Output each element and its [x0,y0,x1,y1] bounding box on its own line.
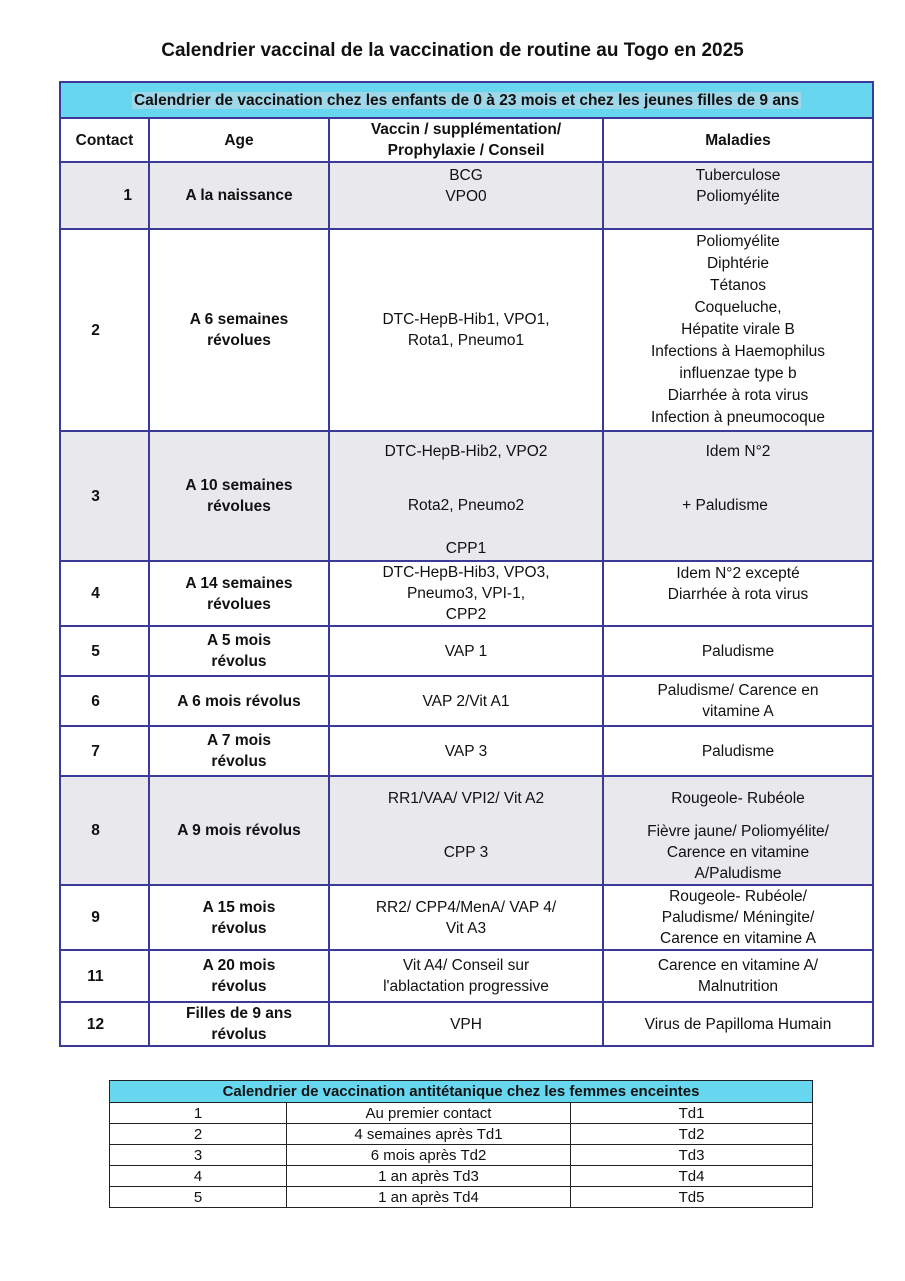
table-row [110,1187,813,1208]
vaccin-line: Vit A3 [445,919,487,937]
pregnant-women-tetanus-table [109,1080,813,1208]
dose-number: 1 [110,1103,287,1124]
maladie-line: vitamine A [702,703,774,720]
maladies-cell [603,162,873,229]
dose-name: Td2 [571,1124,813,1145]
vaccin-line: DTC-HepB-Hib2, VPO2 [384,443,548,460]
maladie-line: Paludisme/ Carence en [657,682,819,699]
table-row [60,676,873,726]
maladie-line: Infections à Haemophilus [650,343,826,360]
dose-timing: 1 an après Td3 [287,1166,571,1187]
age-cell [149,726,329,776]
table-row [60,776,873,885]
maladie-line: Diphtérie [706,255,770,272]
header-contact: Contact [60,118,149,162]
age-line: A la naissance [185,187,293,204]
table-row [110,1103,813,1124]
vaccin-line: CPP 3 [443,844,489,861]
maladie-line: Carence en vitamine [666,844,810,861]
vaccin-cell [329,950,603,1002]
age-cell: A 9 mois révolus [149,776,329,885]
maladie-line: Coqueluche, [694,299,782,316]
vaccin-line: BCG [449,167,483,184]
sub-table-header-row [110,1081,813,1103]
table-band-text: Calendrier de vaccination chez les enfants de 0 à 23 mois et chez les jeunes filles de 9 ans [133,91,800,109]
contact-cell: 3 [60,431,149,561]
age-line: Filles de 9 ans [186,1005,292,1022]
age-cell [149,229,329,431]
table-row [60,626,873,676]
dose-timing: 1 an après Td4 [287,1187,571,1208]
age-line: A 7 mois [206,732,272,749]
age-line: révolues [207,332,271,349]
table-row [60,431,873,561]
maladies-cell [603,950,873,1002]
vaccin-line: Pneumo3, VPI-1, [406,585,526,602]
age-cell [149,885,329,950]
maladies-cell: Virus de Papilloma Humain [603,1002,873,1046]
table-row [60,885,873,950]
vaccin-cell [329,885,603,950]
vaccin-cell [329,229,603,431]
dose-timing: Au premier contact [287,1103,571,1124]
table-band-row [60,82,873,118]
vaccin-line: Rota2, Pneumo2 [407,497,525,514]
dose-number: 4 [110,1166,287,1187]
table-row [60,726,873,776]
age-cell [149,626,329,676]
maladie-line: Paludisme/ Méningite/ [661,909,815,926]
maladie-line: Malnutrition [697,978,779,995]
vaccin-line: DTC-HepB-Hib3, VPO3, [382,564,550,581]
maladies-cell [603,776,873,885]
maladie-line: Rougeole- Rubéole/ [669,888,807,905]
age-line: révolus [211,1026,267,1043]
child-vaccination-table [59,81,874,1047]
vaccin-line: l'ablactation progressive [383,978,549,995]
dose-number: 3 [110,1145,287,1166]
header-age: Age [149,118,329,162]
dose-name: Td4 [571,1166,813,1187]
page-title: Calendrier vaccinal de la vaccination de routine au Togo en 2025 [161,40,744,61]
maladie-line: Diarrhée à rota virus [667,387,809,404]
table-row [110,1124,813,1145]
table-row [60,1002,873,1046]
maladie-line: Carence en vitamine A/ [657,957,819,974]
maladie-line: Fièvre jaune/ Poliomyélite/ [647,823,829,840]
maladies-cell [603,431,873,561]
column-header-row [60,118,873,162]
maladies-cell [603,676,873,726]
age-line: révolues [207,498,271,515]
table-row [60,561,873,626]
maladies-cell [603,885,873,950]
maladie-line: A/Paludisme [694,865,782,882]
dose-name: Td1 [571,1103,813,1124]
maladie-line: Idem N°2 [705,443,771,460]
vaccin-cell [329,431,603,561]
table-row [60,950,873,1002]
vaccin-line: RR1/VAA/ VPI2/ Vit A2 [387,790,545,807]
vaccin-cell [329,561,603,626]
maladie-line: Carence en vitamine A [660,930,816,947]
age-line: révolus [211,753,267,770]
dose-name: Td3 [571,1145,813,1166]
maladies-cell: Paludisme [603,626,873,676]
maladie-line: + Paludisme [682,497,768,514]
age-line: A 20 mois [202,957,276,974]
contact-cell: 1 [60,162,149,229]
age-line: révolues [207,595,271,613]
age-cell [149,1002,329,1046]
maladies-cell: Paludisme [603,726,873,776]
contact-cell: 8 [60,776,149,885]
maladie-line: Rougeole- Rubéole [671,790,805,807]
age-line: révolus [211,919,267,937]
vaccin-cell: VPH [329,1002,603,1046]
vaccin-line: VPO0 [445,188,487,205]
age-line: A 10 semaines [185,477,293,494]
vaccin-line: Rota1, Pneumo1 [407,332,525,349]
maladie-line: Poliomyélite [696,233,780,250]
contact-cell: 11 [60,950,149,1002]
maladies-cell [603,229,873,431]
vaccin-line: CPP2 [445,606,487,623]
vaccin-cell: VAP 2/Vit A1 [329,676,603,726]
age-cell [149,950,329,1002]
age-line: révolus [211,653,267,670]
vaccin-line: CPP1 [445,540,487,557]
maladie-line: Idem N°2 excepté [676,565,800,582]
maladie-line: Hépatite virale B [681,321,795,338]
maladie-line: Infection à pneumocoque [650,409,826,426]
age-cell [149,431,329,561]
vaccin-line: DTC-HepB-Hib1, VPO1, [382,311,550,328]
sub-table-header: Calendrier de vaccination antitétanique chez les femmes enceintes [110,1081,813,1103]
age-line: A 14 semaines [185,574,293,592]
contact-cell: 12 [60,1002,149,1046]
contact-cell: 7 [60,726,149,776]
vaccin-line: Vit A4/ Conseil sur [402,957,530,974]
contact-cell: 9 [60,885,149,950]
dose-number: 2 [110,1124,287,1145]
header-vaccin-line: Vaccin / supplémentation/ [370,121,562,138]
maladie-line: Tuberculose [695,167,781,184]
header-vaccin-line: Prophylaxie / Conseil [387,142,545,159]
age-cell: A 6 mois révolus [149,676,329,726]
dose-timing: 6 mois après Td2 [287,1145,571,1166]
table-row [110,1166,813,1187]
age-line: A 5 mois [206,632,272,649]
vaccin-cell: VAP 1 [329,626,603,676]
dose-number: 5 [110,1187,287,1208]
vaccin-cell [329,776,603,885]
contact-cell: 5 [60,626,149,676]
dose-name: Td5 [571,1187,813,1208]
header-vaccin [329,118,603,162]
vaccin-line: RR2/ CPP4/MenA/ VAP 4/ [375,898,557,916]
table-row [60,229,873,431]
table-band [60,82,873,118]
age-line: révolus [211,978,267,995]
age-line: A 6 semaines [189,311,289,328]
table-row [60,162,873,229]
contact-cell: 2 [60,229,149,431]
maladie-line: Tétanos [709,277,766,294]
maladie-line: influenzae type b [679,365,797,382]
maladie-line: Poliomyélite [696,188,780,205]
contact-cell: 6 [60,676,149,726]
header-maladies: Maladies [603,118,873,162]
dose-timing: 4 semaines après Td1 [287,1124,571,1145]
vaccin-cell: VAP 3 [329,726,603,776]
contact-cell: 4 [60,561,149,626]
age-cell [149,162,329,229]
maladie-line: Diarrhée à rota virus [667,586,809,603]
maladies-cell [603,561,873,626]
age-cell [149,561,329,626]
age-line: A 15 mois [202,898,276,916]
table-row [110,1145,813,1166]
vaccin-cell [329,162,603,229]
